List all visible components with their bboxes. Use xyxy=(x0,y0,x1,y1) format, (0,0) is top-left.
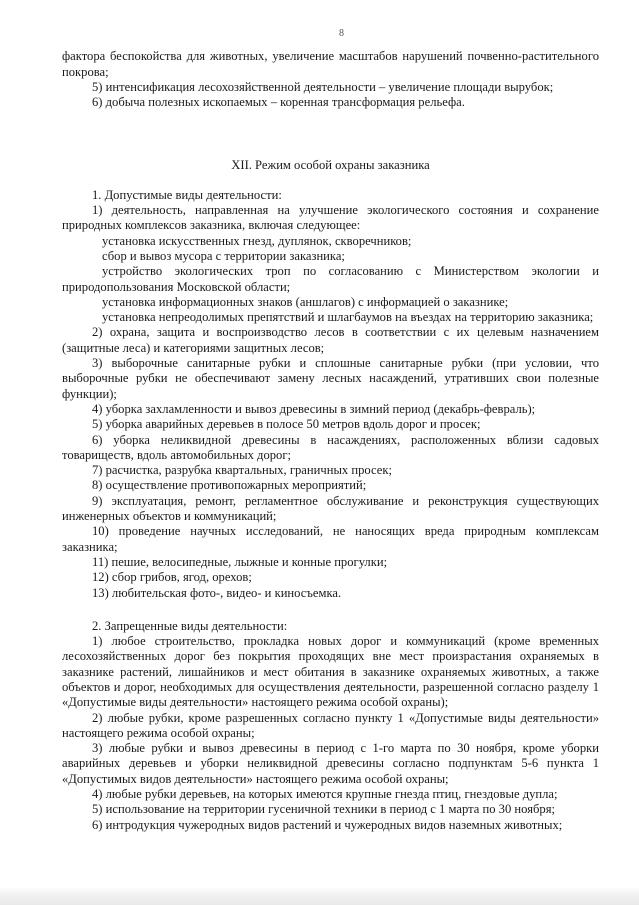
prohibited-item: 2) любые рубки, кроме разрешенных согласно пункту 1 «Допустимые виды деятельности» настоящего режима особой охраны; xyxy=(62,710,599,740)
allowed-subitem: сбор и вывоз мусора с территории заказника; xyxy=(102,248,345,263)
allowed-item: 9) эксплуатация, ремонт, регламентное обслуживание и реконструкция существующих инженерных объектов и коммуникаций; xyxy=(62,493,599,524)
allowed-item: 11) пешие, велосипедные, лыжные и конные прогулки; xyxy=(92,554,388,569)
allowed-item: 4) уборка захламленности и вывоз древесины в зимний период (декабрь-февраль); xyxy=(92,401,536,416)
prohibited-item: 3) любые рубки и вывоз древесины в период с 1-го марта по 30 ноября, кроме уборки аварийных деревьев и уборки неликвидной древесины согласно подпунктам 5-6 пункта 1 «Допустимых видов деятельности» настоящего режима особой охраны; xyxy=(62,741,599,786)
scan-edge xyxy=(0,887,639,905)
allowed-item: 12) сбор грибов, ягод, орехов; xyxy=(92,570,252,585)
prohibited-item: 6) интродукция чужеродных видов растений и чужеродных видов наземных животных; xyxy=(92,817,563,832)
allowed-item: 13) любительская фото-, видео- и киносъемка. xyxy=(92,585,342,600)
page-number: 8 xyxy=(339,28,344,39)
allowed-item: 1) деятельность, направленная на улучшение экологического состояния и сохранение природных комплексов заказника, включая следующее: xyxy=(62,203,599,233)
section-heading: XII. Режим особой охраны заказника xyxy=(231,158,430,173)
prohibited-title: 2. Запрещенные виды деятельности: xyxy=(92,618,288,633)
prohibited-item: 4) любые рубки деревьев, на которых имеются крупные гнезда птиц, гнездовые дупла; xyxy=(92,787,558,802)
intro-line: фактора беспокойства для животных, увеличение масштабов нарушений почвенно-растительного покрова; xyxy=(62,49,599,79)
prohibited-item: 5) использование на территории гусеничной техники в период с 1 марта по 30 ноября; xyxy=(92,802,556,817)
allowed-item: 2) охрана, защита и воспроизводство лесов в соответствии с их целевым назначением (защитные леса) и категориями защитных лесов; xyxy=(62,325,599,355)
allowed-subitem: установка информационных знаков (аншлагов) с информацией о заказнике; xyxy=(102,294,509,309)
allowed-item: 3) выборочные санитарные рубки и сплошные санитарные рубки (при условии, что выборочные рубки не обеспечивают замену лесных насаждений, утративших свои полезные функции); xyxy=(62,356,599,401)
intro-line: 5) интенсификация лесохозяйственной деятельности – увеличение площади вырубок; xyxy=(92,79,554,94)
intro-line: 6) добыча полезных ископаемых – коренная трансформация рельефа. xyxy=(92,95,465,110)
allowed-item: 6) уборка неликвидной древесины в насаждениях, расположенных вблизи садовых товариществ, вдоль автомобильных дорог; xyxy=(62,432,599,462)
section-gap xyxy=(62,601,599,619)
allowed-item: 10) проведение научных исследований, не наносящих вреда природным комплексам заказника; xyxy=(62,524,599,554)
allowed-subitem: установка искусственных гнезд, дуплянок, скворечников; xyxy=(102,233,412,248)
prohibited-item: 1) любое строительство, прокладка новых дорог и коммуникаций (кроме временных лесохозяйственных дорог без покрытия проходящих вне мест произрастания охраняемых в заказнике растений, лишайников и мест обитания в заказнике охраняемых животных, а также объектов и дорог, необходимых для осуществления деятельности, разрешенной согласно разделу 1 «Допустимые виды деятельности» настоящего режима особой охраны); xyxy=(62,634,599,710)
allowed-subitem: устройство экологических троп по согласованию с Министерством экологии и природопользования Московской области; xyxy=(62,264,599,294)
allowed-item: 5) уборка аварийных деревьев в полосе 50 метров вдоль дорог и просек; xyxy=(92,417,481,432)
allowed-subitem: установка непреодолимых препятствий и шлагбаумов на въездах на территорию заказника; xyxy=(102,310,594,325)
allowed-item: 7) расчистка, разрубка квартальных, граничных просек; xyxy=(92,463,392,478)
allowed-item: 8) осуществление противопожарных мероприятий; xyxy=(92,478,367,493)
allowed-title: 1. Допустимые виды деятельности: xyxy=(92,187,282,202)
